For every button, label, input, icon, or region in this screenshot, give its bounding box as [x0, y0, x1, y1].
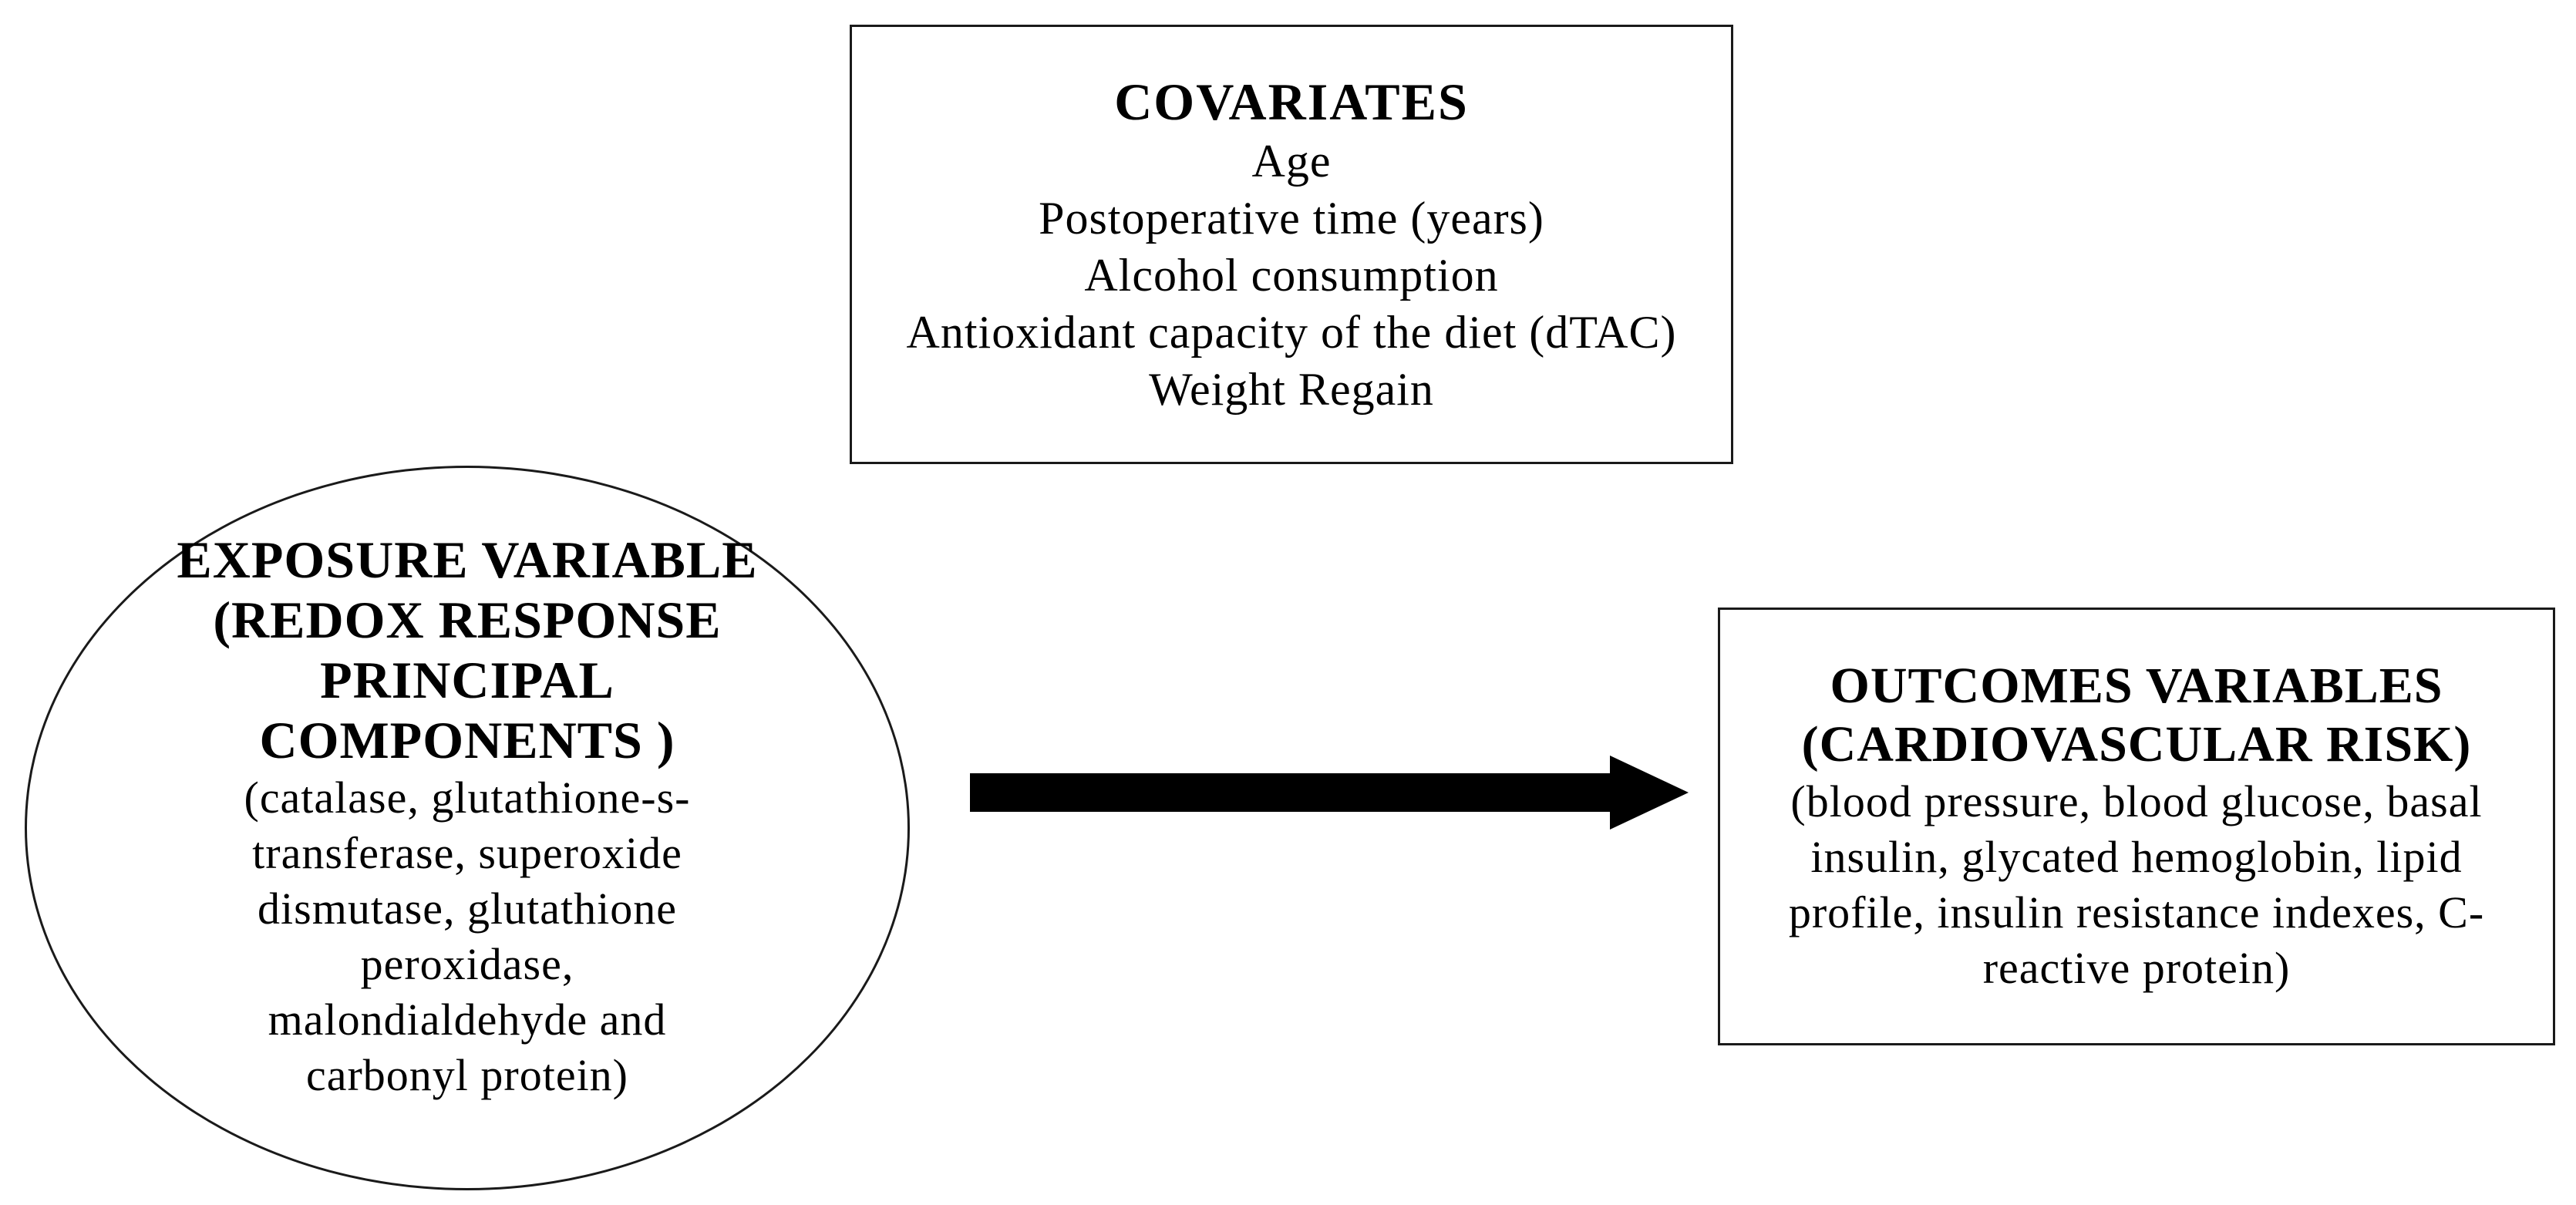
- outcomes-content: [1736, 657, 2537, 996]
- exposure-description-line: dismutase, glutathione: [258, 884, 677, 934]
- outcomes-title-line: (CARDIOVASCULAR RISK): [1801, 716, 2472, 772]
- outcomes-description-line: insulin, glycated hemoglobin, lipid: [1810, 832, 2463, 882]
- exposure-to-outcome-arrow: [964, 748, 1696, 840]
- exposure-description-line: transferase, superoxide: [252, 828, 682, 878]
- covariates-title: COVARIATES: [1114, 72, 1469, 131]
- exposure-title-line: PRINCIPAL: [320, 651, 615, 709]
- covariate-item-age: Age: [1251, 136, 1332, 187]
- covariates-box: [850, 25, 1733, 464]
- exposure-title-line: EXPOSURE VARIABLE: [177, 530, 758, 589]
- covariate-item-dtac: Antioxidant capacity of the diet (dTAC): [906, 307, 1677, 358]
- exposure-title-line: (REDOX RESPONSE: [213, 591, 722, 649]
- exposure-description-line: peroxidase,: [360, 939, 574, 989]
- exposure-description-line: (catalase, glutathione-s-: [244, 772, 691, 823]
- covariate-item-alcohol: Alcohol consumption: [1084, 250, 1499, 301]
- covariate-item-postoperative-time: Postoperative time (years): [1039, 193, 1544, 244]
- arrow-shaft: [970, 773, 1618, 812]
- arrow-head: [1610, 756, 1689, 830]
- outcomes-box: [1718, 608, 2555, 1045]
- covariate-item-weight-regain: Weight Regain: [1149, 364, 1434, 415]
- outcomes-description-line: profile, insulin resistance indexes, C-: [1788, 887, 2485, 937]
- exposure-description-line: malondialdehyde and: [268, 995, 667, 1045]
- exposure-variable-ellipse: [25, 466, 910, 1190]
- exposure-description-line: carbonyl protein): [305, 1050, 628, 1100]
- exposure-content: [174, 530, 760, 1103]
- outcomes-title-line: OUTCOMES VARIABLES: [1830, 658, 2443, 714]
- outcomes-description-line: reactive protein): [1982, 943, 2291, 993]
- exposure-title-line: COMPONENTS ): [259, 711, 675, 769]
- outcomes-description-line: (blood pressure, blood glucose, basal: [1790, 776, 2483, 826]
